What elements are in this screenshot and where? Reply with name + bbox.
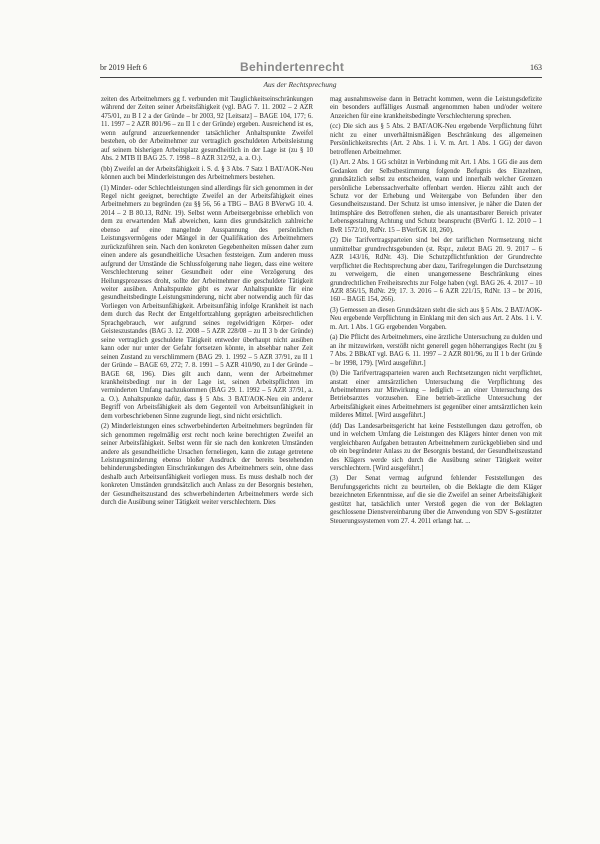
page-header [100, 60, 542, 77]
paragraph: (2) Minderleistungen eines schwerbehinderten Arbeitnehmers begründen für sich genommen regelmäßig erst recht noch keine berechtigten Zweifel an seiner Arbeitsfähigkeit. Selbst wenn für sie nach den konkreten Umständen andere als gesundheitliche Ursachen ferneliegen, kann die zutage getretene Leistungsminderung ebenso bloßer Ausdruck der bereits bestehenden behinderungsbedingten Einschränkungen des Arbeitnehmers sein, ohne dass deshalb auch Arbeitsunfähigkeit vorliegen muss. Es muss deshalb noch der konkreten Umständen grundsätzlich auch Anlass zu der Besorgnis bestehen, der Gesundheitszustand des schwerbehinderten Arbeitnehmers werde sich durch die Ausübung seiner Tätigkeit weiter verschlechtern. Dies [101, 423, 313, 507]
header-rule [100, 77, 542, 78]
left-column [101, 96, 313, 796]
paragraph: mag ausnahmsweise dann in Betracht kommen, wenn die Leistungsdefizite ein besonders auffälliges Ausmaß angenommen haben und/oder weitere Anzeichen für eine krankheitsbedingte Verschlechterung sprechen. [330, 96, 542, 120]
right-column [330, 96, 542, 796]
paragraph: (b) Die Tarifvertragsparteien waren auch Rechtsetzungen nicht verpflichtet, anstatt einer amtsärztlichen Untersuchung die Verpflichtung des Arbeitnehmers zur Mitwirkung – lediglich – an einer Untersuchung des Betriebsarztes vorzusehen. Eine betrieb-ärztliche Untersuchung der Arbeitsfähigkeit eines Arbeitnehmers ist gegenüber einer amtsärztlichen kein milderes Mittel. [Wird ausgeführt.] [330, 370, 542, 420]
paragraph: zeiten des Arbeitnehmers gg f. verbunden mit Tauglichkeitseinschränkungen während der Zeiten seiner Arbeitsfähigkeit (vgl. BAG 7. 11. 2002 – 2 AZR 475/01, zu B I 2 a der Gründe – br 2003, 92 [Leitsatz] – BAGE 104, 177; 6. 11. 1997 – 2 AZR 801/96 – zu II 1 c der Gründe) ergeben. Ausreichend ist es, wenn aufgrund anzuerkennender tatsächlicher Anhaltspunkte Zweifel bestehen, ob der Arbeitnehmer zur vertraglich geschuldeten Arbeitsleistung auf seinem bisherigen Arbeitsplatz gesundheitlich in der Lage ist (zu § 10 Abs. 2 MTB II BAG 25. 7. 1998 – 8 AZR 312/92, a. a. O.). [101, 96, 313, 163]
journal-issue: br 2019 Heft 6 [100, 63, 147, 72]
paragraph: (3) Der Senat vermag aufgrund fehlender Feststellungen des Berufungsgerichts nicht zu beurteilen, ob die Beklagte die dem Kläger bezeichneten Erkenntnisse, auf die sie die Zweifel an seiner Arbeitsfähigkeit gestützt hat, tatsächlich unter Verstoß gegen die von der Beklagten geschlossene Dienstvereinbarung über die Anwendung von SDV S-gestützter Steuerungssystemen vom 27. 4. 2011 erlangt hat. ... [330, 475, 542, 525]
paragraph: (dd) Das Landesarbeitsgericht hat keine Feststellungen dazu getroffen, ob und in welchem Umfang die Leistungen des Klägers hinter denen von mit vergleichbaren Aufgaben betrauten Arbeitnehmern zurückgeblieben sind und ob ein begründeter Anlass zu der Besorgnis bestand, der Gesundheitszustand des Klägers werde sich durch die Ausübung seiner Tätigkeit weiter verschlechtern. [Wird ausgeführt.] [330, 422, 542, 473]
paragraph: (a) Die Pflicht des Arbeitnehmers, eine ärztliche Untersuchung zu dulden und an ihr mitzuwirken, verstößt nicht generell gegen höherrangiges Recht (zu § 7 Abs. 2 BBkAT vgl. BAG 6. 11. 1997 – 2 AZR 801/96, zu II 1 b der Gründe – br 1998, 179). [Wird ausgeführt.] [330, 334, 542, 367]
paragraph: (2) Die Tarifvertragsparteien sind bei der tariflichen Normsetzung nicht unmittelbar grundrechtsgebunden (st. Rspr., zuletzt BAG 20. 9. 2017 – 6 AZR 143/16, RdNr. 43). Die Schutzpflichtfunktion der Grundrechte verpflichtet die Rechtsprechung aber dazu, Tarifregelungen die Durchsetzung zu verweigern, die einen unangemessene Beschränkung eines grundrechtlichen Freiheitsrechts zur Folge haben (vgl. BAG 26. 4. 2017 – 10 AZR 856/15, RdNr. 29; 17. 3. 2016 – 6 AZR 221/15, RdNr. 13 – br 2016, 160 – BAGE 154, 266). [330, 237, 542, 304]
paragraph: (bb) Zweifel an der Arbeitsfähigkeit i. S. d. § 3 Abs. 7 Satz 1 BAT/AOK-Neu können auch bei Minderleistungen des Arbeitnehmers bestehen. [101, 165, 313, 182]
page-number: 163 [530, 63, 542, 72]
paragraph: (1) Minder- oder Schlechtleistungen sind allerdings für sich genommen in der Regel nicht geeignet, berechtigte Zweifel an der Arbeitsfähigkeit eines Arbeitnehmers zu begründen (zu §§ 56, 56 a TBG – BAG 8 BVerwG 10. 4. 2014 – 2 B 80.13, RdNr. 19). Selbst wenn Arbeitsergebnisse erheblich von dem zu erwartenden Maß abweichen, kann dies grundsätzlich zahlreiche ebenso auf eine mangelnde Ausspannung des persönlichen Leistungsvermögens oder Mängel in der Qualifikation des Arbeitnehmers zurückzuführen sein. Nach den konkreten Gegebenheiten müssen daher zum einen andere als gesundheitliche Ursachen feststeigen. Zum anderen muss aufgrund der Umstände die Schlussfolgerung nahe liegen, dass eine weitere Verschlechterung seiner Gesundheit oder eine Verzögerung des Heilungsprozesses droht, sollte der Arbeitnehmer die geschuldete Tätigkeit weiter ausüben. Anhaltspunkte gibt es zwar Anhaltspunkte für eine gesundheitsbedingte Leistungsminderung, nicht aber notwendig auch für das Vorliegen von Arbeitsunfähigkeit. Arbeitsunfähig infolge Krankheit ist nach dem durch das Recht der Entgeltfortzahlung geprägten arbeitsrechtlichen Sprachgebrauch, wer aufgrund seines regelwidrigen Körper- oder Geisteszustandes (BAG 3. 12. 2008 – 5 AZR 228/08 – zu II 3 b der Gründe) seine vertraglich geschuldete Tätigkeit entweder überhaupt nicht ausüben kann oder nur unter der Gefahr fortsetzen könnte, in absehbar naher Zeit seinen Zustand zu verschlimmern (BAG 29. 1. 1992 – 5 AZR 37/91, zu II 1 der Gründe – BAGE 69, 272; 7. 8. 1991 – 5 AZR 410/90, zu I der Gründe – BAGE 68, 196). Dies gilt auch dann, wenn der Arbeitnehmer krankheitsbedingt nur in der Lage ist, seinen Arbeitspflichten im verminderten Umfang nachzukommen (BAG 29. 1. 1992 – 5 AZR 37/91, a. a. O.). Anhaltspunkte dafür, dass § 5 Abs. 3 BAT/AOK-Neu ein anderer Begriff von Arbeitsfähigkeit als dem Gegenteil von Arbeitsunfähigkeit in dem vorbeschriebenen Sinne zugrunde liegt, sind nicht ersichtlich. [101, 184, 313, 420]
journal-title: Behindertenrecht [240, 60, 345, 74]
paragraph: (3) Gemessen an diesen Grundsätzen steht die sich aus § 5 Abs. 2 BAT/AOK-Neu ergebende Verpflichtung in Einklang mit den sich aus Art. 2 Abs. 1 i. V. m. Art. 1 Abs. 1 GG ergebenden Vorgaben. [330, 306, 542, 331]
paragraph: (1) Art. 2 Abs. 1 GG schützt in Verbindung mit Art. 1 Abs. 1 GG die aus dem Gedanken der Selbstbestimmung folgende Befugnis des Einzelnen, grundsätzlich selbst zu entscheiden, wann und innerhalb welcher Grenzen persönliche Lebenssachverhalte offenbart werden. Hierzu zählt auch der Schutz vor der Erhebung und Weitergabe von Befunden über den Gesundheitszustand. Der Schutz ist umso intensiver, je näher die Daten der Intimsphäre des Betroffenen stehen, die als unantastbarer Bereich privater Lebensgestaltung Achtung und Schutz beansprucht (BVerfG 1. 12. 2010 – 1 BvR 1572/10, RdNr. 15 – BVerfGK 18, 260). [330, 159, 542, 234]
section-heading: Aus der Rechtsprechung [263, 80, 337, 89]
paragraph: (cc) Die sich aus § 5 Abs. 2 BAT/AOK-Neu ergebende Verpflichtung führt nicht zu einer unverhältnismäßigen Beschränkung des allgemeinen Persönlichkeitsrechts (Art. 2 Abs. 1 i. V. m. Art. 1 Abs. 1 GG) der davon betroffenen Arbeitnehmer. [330, 123, 542, 156]
